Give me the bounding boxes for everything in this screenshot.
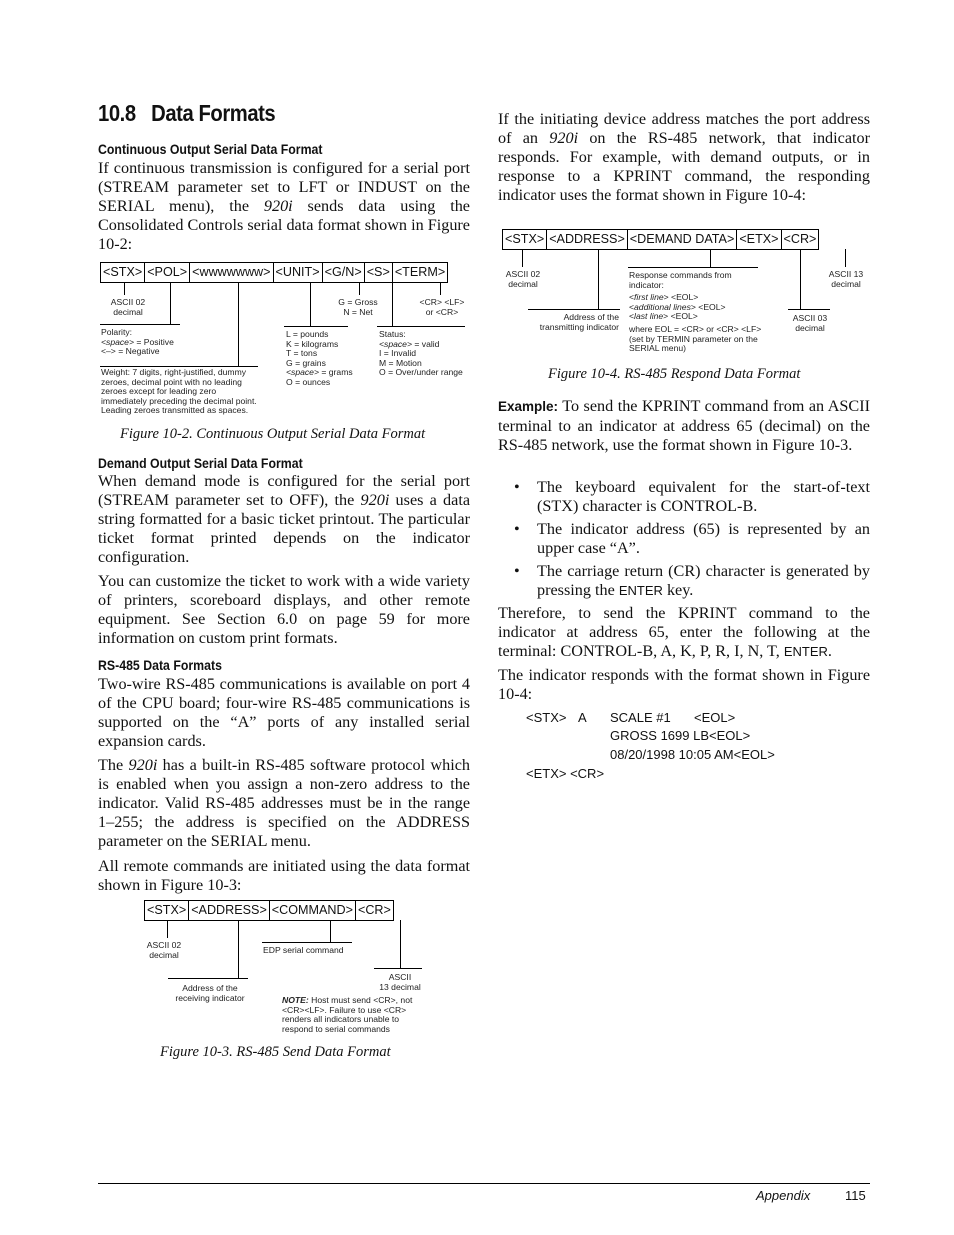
send-cmd-note: EDP serial command	[263, 945, 344, 955]
respond-etx-note: ASCII 03 decimal	[792, 313, 828, 333]
send-addr-note: Address of the receiving indicator	[175, 983, 245, 1003]
terminal-paragraph: Therefore, to send the KPRINT command to the indicator at address 65, enter the following at the terminal: CONTROL-B, A, K, P, R, I, N, T, ENTER.	[498, 604, 870, 660]
field-cr: <CR>	[357, 903, 391, 917]
example-paragraph: Example: To send the KPRINT command from an ASCII terminal to an indicator at address 65 (decimal) on the RS-485 network, use the format shown in Figure 10-3.	[498, 397, 870, 454]
respond-cr-note: ASCII 13 decimal	[828, 269, 864, 289]
footer-rule	[98, 1183, 870, 1184]
field-unit: <UNIT>	[274, 263, 323, 282]
bullet-1: The keyboard equivalent for the start-of-text (STX) character is CONTROL-B.	[537, 478, 870, 515]
heading-continuous: Continuous Output Serial Data Format	[98, 141, 323, 157]
field-etx: <ETX>	[737, 230, 781, 249]
send-stx-note: ASCII 02 decimal	[146, 940, 182, 960]
field-status: <S>	[365, 263, 393, 282]
send-cr-note: ASCII 13 decimal	[379, 972, 421, 992]
field-term: <TERM>	[394, 265, 446, 279]
continuous-format-fields	[100, 262, 448, 283]
field-stx: <STX>	[503, 230, 547, 249]
field-address: <ADDRESS>	[547, 230, 628, 249]
field-pol: <POL>	[145, 263, 190, 282]
bullet-3-marker: •	[514, 562, 520, 580]
field-gn: <G/N>	[323, 263, 365, 282]
respond-stx-note: ASCII 02 decimal	[505, 269, 541, 289]
field-weight: <wwwwwww>	[190, 263, 273, 282]
field-address: <ADDRESS>	[189, 901, 270, 920]
respond-format-fields	[502, 229, 819, 250]
status-note: Status: <space> = valid I = Invalid M = Motion O = Over/under range	[379, 329, 463, 378]
unit-note: L = pounds K = kilograms T = tons G = grains <space> = grams O = ounces	[286, 329, 353, 387]
figure-10-3-caption: Figure 10-3. RS-485 Send Data Format	[160, 1044, 391, 1060]
respond-addr-note: Address of the transmitting indicator	[539, 312, 619, 332]
bullet-2-marker: •	[514, 520, 520, 538]
rs485-paragraph-1: Two-wire RS-485 communications is available on port 4 of the CPU board; four-wire RS-485 communications is supported on the “A” ports of any installed serial expansion cards.	[98, 675, 470, 750]
respond-commands-note: Response commands from indicator: <first line> <EOL> <additional lines> <EOL> <last line> <EOL> where EOL = <CR> or <CR> <LF> (set by TERMIN parameter on the SERIAL menu)	[629, 270, 762, 354]
field-cr: <CR>	[783, 232, 817, 246]
footer-label: Appendix	[756, 1188, 811, 1203]
rs485-paragraph-2: The 920i has a built-in RS-485 software protocol which is enabled when you assign a non-zero address to the indicator. Valid RS-485 addresses must be in the range 1–255; the address is specified on the ADDRESS parameter on the SERIAL menu.	[98, 756, 470, 850]
field-demand-data: <DEMAND DATA>	[628, 230, 738, 249]
responds-paragraph: The indicator responds with the format shown in Figure 10-4:	[498, 666, 870, 703]
field-stx: <STX>	[145, 901, 189, 920]
page-number: 115	[845, 1188, 866, 1203]
bullet-2: The indicator address (65) is represented by an upper case “A”.	[537, 520, 870, 557]
demand-paragraph-2: You can customize the ticket to work with a wide variety of printers, scoreboard displays, and other remote equipment. See Section 6.0 on page 59 for more information on custom print formats.	[98, 572, 470, 647]
demand-paragraph-1: When demand mode is configured for the serial port (STREAM parameter set to OFF), the 920i uses a data string formatted for a basic ticket printout. The particular ticket format printed depends on the indicator configuration.	[98, 472, 471, 566]
continuous-paragraph: If continuous transmission is configured for a serial port (STREAM parameter set to LFT or INDUST on the SERIAL menu), the 920i sends data using the Consolidated Controls serial data format shown in Figure 10-2:	[98, 159, 470, 253]
section-title: 10.8 Data Formats	[98, 100, 276, 126]
send-format-fields	[144, 900, 394, 921]
field-command: <COMMAND>	[270, 901, 356, 920]
heading-rs485: RS-485 Data Formats	[98, 657, 222, 673]
bullet-1-marker: •	[514, 478, 520, 496]
gn-note: G = Gross N = Net	[338, 297, 378, 317]
respond-paragraph: If the initiating device address matches the port address of an 920i on the RS-485 network, that indicator responds. For example, with demand outputs, or in response to a KPRINT command, the responding indicator uses the format shown in Figure 10-4:	[498, 110, 870, 204]
figure-10-2-caption: Figure 10-2. Continuous Output Serial Data Format	[120, 426, 426, 442]
figure-10-4-caption: Figure 10-4. RS-485 Respond Data Format	[548, 366, 801, 382]
heading-demand: Demand Output Serial Data Format	[98, 455, 303, 471]
bullet-3: The carriage return (CR) character is generated by pressing the ENTER key.	[537, 562, 870, 599]
stx-note: ASCII 02 decimal	[110, 297, 146, 317]
term-note: <CR> <LF> or <CR>	[419, 297, 465, 317]
polarity-note: Polarity: <space> = Positive <–> = Negative	[101, 327, 174, 357]
weight-note: Weight: 7 digits, right-justified, dummy zeroes, decimal point with no leading zeroes except for leading zero immediately preceding the decimal point. Leading zeroes transmitted as spaces.	[101, 367, 257, 416]
send-note: NOTE: Host must send <CR>, not <CR><LF>. Failure to use <CR> renders all indicators unable to respond to serial commands	[282, 995, 413, 1034]
rs485-paragraph-3: All remote commands are initiated using the data format shown in Figure 10-3:	[98, 857, 470, 894]
field-stx: <STX>	[101, 263, 145, 282]
